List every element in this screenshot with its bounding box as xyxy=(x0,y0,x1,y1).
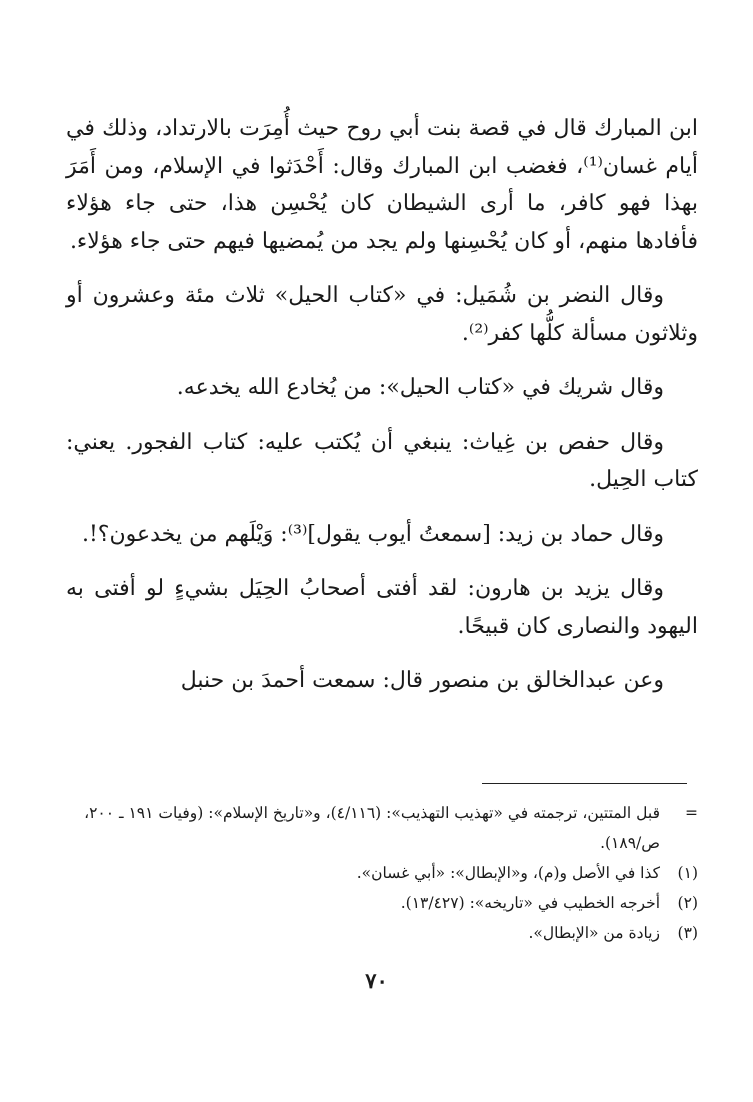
footnote-marker: (٣) xyxy=(677,924,698,942)
paragraph-6: وقال يزيد بن هارون: لقد أفتى أصحابُ الحِيَل بشيءٍ لو أفتى به اليهود والنصارى كان قبيحًا. xyxy=(66,576,698,639)
footnote-text: زيادة من «الإبطال». xyxy=(528,924,660,942)
footnote-text: كذا في الأصل و(م)، و«الإبطال»: «أبي غسان». xyxy=(356,864,660,882)
footnote-text: قبل المتتين، ترجمته في «تهذيب التهذيب»: (٤/١١٦)، و«تاريخ الإسلام»: (وفيات ١٩١ ـ ٢٠٠، ص/١٨٩). xyxy=(84,804,660,852)
footnote-1 xyxy=(66,858,698,888)
paragraph-4: وقال حفص بن غِياث: ينبغي أن يُكتب عليه: كتاب الفجور. يعني: كتاب الحِيل. xyxy=(66,429,698,492)
paragraph-2: وقال النضر بن شُمَيل: في «كتاب الحيل» ثلاث مئة وعشرون أو وثلاثون مسألة كلُّها كفر⁽²⁾. xyxy=(66,283,698,346)
footnote-marker: = xyxy=(685,804,698,822)
footnote-divider xyxy=(482,783,687,784)
footnote-3 xyxy=(66,918,698,948)
main-text xyxy=(66,110,698,717)
paragraph-1: ابن المبارك قال في قصة بنت أبي روح حيث أُمِرَت بالارتداد، وذلك في أيام غسان⁽¹⁾، فغضب ابن المبارك وقال: أَحْدَثوا في الإسلام، ومن أَمَرَ بهذا فهو كافر، ما أرى الشيطان كان يُحْسِن هذا، حتى جاء هؤلاء فأفادها منهم، أو كان يُحْسِنها ولم يجد من يُمضيها فيهم حتى جاء هؤلاء. xyxy=(66,116,698,254)
paragraph-3: وقال شريك في «كتاب الحيل»: من يُخادع الله يخدعه. xyxy=(176,375,664,400)
page-number: ٧٠ xyxy=(365,968,388,993)
footnote-continuation xyxy=(66,798,698,858)
footnote-text: أخرجه الخطيب في «تاريخه»: (١٣/٤٢٧). xyxy=(400,894,660,912)
paragraph-5: وقال حماد بن زيد: [سمعتُ أيوب يقول]⁽³⁾: وَيْلَهم من يخدعون؟!. xyxy=(81,521,664,547)
footnotes xyxy=(66,798,698,948)
footnote-marker: (٢) xyxy=(677,894,698,912)
footnote-marker: (١) xyxy=(677,864,698,882)
paragraph-7: وعن عبدالخالق بن منصور قال: سمعت أحمدَ بن حنبل xyxy=(180,668,664,693)
footnote-2 xyxy=(66,888,698,918)
